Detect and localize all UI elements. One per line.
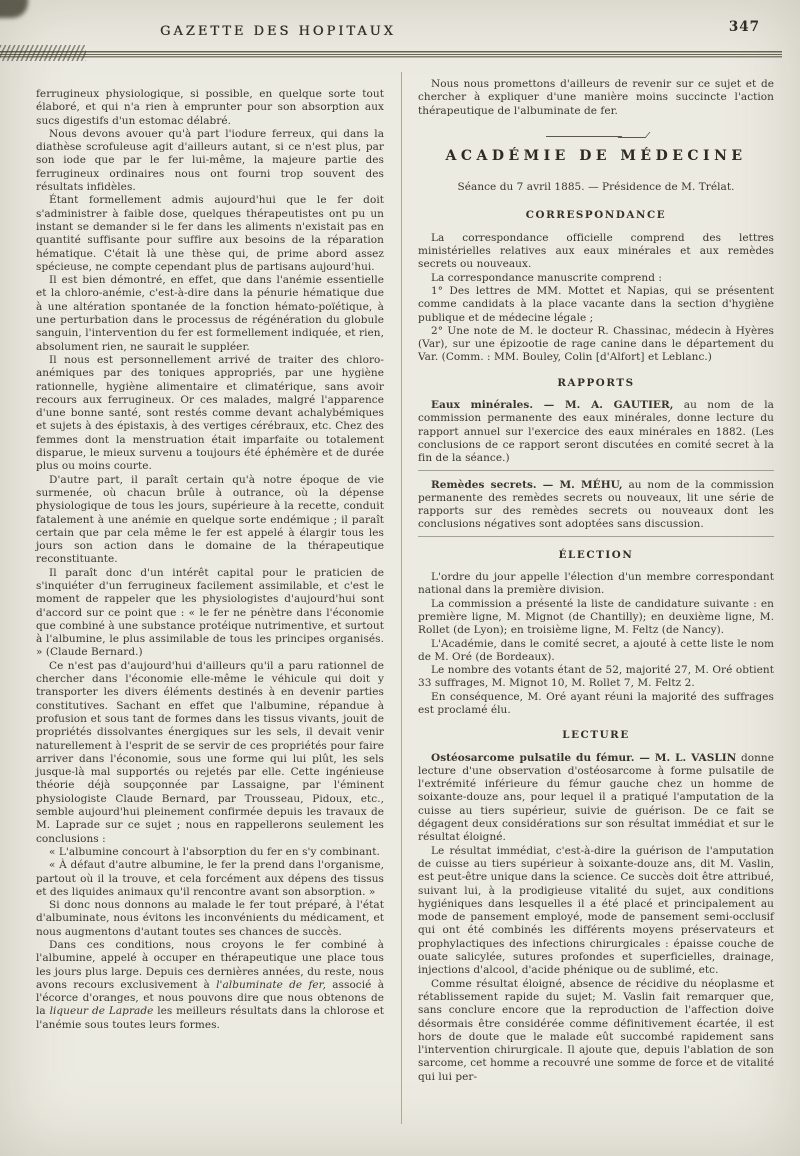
- election-paragraph: La commission a présenté la liste de candidature suivante : en première ligne, M. Mignot (de Chantilly); en deuxième ligne, M. Rollet (de Lyon); en troisième ligne, M. Feltz (de Nancy).: [418, 597, 774, 637]
- rapport-text: au nom de la commission permanente des remèdes secrets ou nouveaux, lit une série de rapports sur des remèdes secrets ou nouveaux dont les conclusions négatives sont adoptées sans discussion.: [418, 478, 775, 531]
- intro-paragraph: Nous nous promettons d'ailleurs de revenir sur ce sujet et de chercher à expliquer d'une manière moins succincte l'action thérapeutique de l'albuminate de fer.: [418, 78, 774, 117]
- scan-artifact-corner: [0, 0, 28, 18]
- right-column: [418, 78, 774, 1084]
- left-paragraph: Étant formellement admis aujourd'hui que le fer doit s'administrer à faible dose, quelques thérapeutistes ont pu un instant se demander si le fer dans les aliments n'existait pas en quantité suffisante pour suffire aux besoins de la réparation hématique. C'était là une thèse qui, de prime abord assez spécieuse, ne compte cependant plus de partisans aujourd'hui.: [36, 194, 384, 273]
- masthead-title: GAZETTE DES HOPITAUX: [160, 24, 396, 39]
- correspondance-paragraph: La correspondance manuscrite comprend :: [431, 271, 662, 284]
- correspondance-item-1: 1° Des lettres de MM. Mottet et Napias, qui se présentent comme candidats à la place vacante dans la section d'hygiène publique et de médecine légale ;: [418, 284, 774, 324]
- rapport-lead: Remèdes secrets. — M. MÉHU,: [431, 478, 623, 491]
- column-divider: [401, 72, 402, 1124]
- section-rule: [418, 470, 774, 471]
- correspondance-paragraph: La correspondance officielle comprend des lettres ministérielles relatives aux eaux minérales et aux remèdes secrets ou nouveaux.: [418, 231, 774, 271]
- lecture-lead: Ostéosarcome pulsatile du fémur. — M. L. VASLIN: [431, 751, 737, 764]
- closing-post: les meilleurs résultats dans la chlorose et l'anémie sous toutes leurs formes.: [36, 1005, 385, 1031]
- rapports-heading: RAPPORTS: [557, 376, 635, 389]
- liqueur-de-laprade-italic: liqueur de Laprade: [49, 1005, 154, 1018]
- quote-line-1: « L'albumine concourt à l'absorption du fer en s'y combinant.: [49, 845, 380, 858]
- left-paragraph: Il nous est personnellement arrivé de traiter des chloro-anémiques par des toniques appropriés, par une hygiène rationnelle, hygiène alimentaire et climatérique, sans avoir recours aux ferrugineux. Or ces malades, malgré l'apparence d'une bonne santé, sont restés comme devant achalybémiques et sujets à des épistaxis, à des vertiges cérébraux, etc. Chez des femmes dont la menstruation était imparfaite ou totalement disparue, le mieux survenu a toujours été éphémère et de durée plus ou moins courte.: [36, 353, 384, 473]
- lecture-heading: LECTURE: [562, 729, 630, 742]
- rapport-lead: Eaux minérales. — M. A. GAUTIER,: [431, 399, 674, 412]
- closing-mid: associé à l'écorce d'oranges, et nous pouvons dire que nous obtenons de la: [36, 978, 385, 1018]
- rapport-text: au nom de la commission permanente des eaux minérales, donne lecture du rapport annuel sur l'exercice des eaux minérales en 1882. (Les conclusions de ce rapport seront discutées en comité secret à la fin de la séance.): [418, 399, 774, 465]
- election-paragraph: En conséquence, M. Oré ayant réuni la majorité des suffrages est proclamé élu.: [418, 690, 774, 716]
- session-line: Séance du 7 avril 1885. — Présidence de M. Trélat.: [457, 181, 735, 194]
- left-column: [36, 88, 384, 1032]
- closing-pre: Dans ces conditions, nous croyons le fer combiné à l'albumine, appelé à occuper en thérapeutique une place tous les jours plus large. Depuis ces dernières années, du reste, nous avons recours exclusivement à: [36, 939, 384, 991]
- correspondance-heading: CORRESPONDANCE: [525, 209, 667, 222]
- rapport-remedes-secrets: [418, 479, 774, 532]
- page-number: 347: [728, 19, 760, 35]
- lecture-text: donne lecture d'une observation d'ostéosarcome à forme pulsatile de l'extrémité inférieure du fémur gauche chez un homme de soixante-douze ans, pour lequel il a pratiqué l'amputation de la cuisse au tiers supérieur, suivie de guérison. De ce fait se dégagent deux considérations sur son résultat immédiat et sur le résultat éloigné.: [418, 751, 774, 844]
- lecture-osteosarcome: [418, 752, 774, 845]
- rapport-eaux-minerales: [418, 399, 774, 465]
- section-rule: [418, 536, 774, 537]
- election-heading: ÉLECTION: [558, 548, 634, 561]
- lecture-paragraph: Le résultat immédiat, c'est-à-dire la guérison de l'amputation de cuisse au tiers supérieur à soixante-douze ans, dit M. Vaslin, est peut-être unique dans la science. Ce succès doit être attribué, suivant lui, à la prodigieuse vitalité du sujet, aux conditions hygiéniques dans lesquelles il a été placé et principalement au mode de pansement employé, mode de pansement semi-occlusif qui ont été combinés les différents moyens préservateurs et prophylactiques des infections chirurgicales : épaisse couche de ouate salicylée, sutures profondes et superficielles, drainage, injections d'alcool, d'acide phénique ou de sublimé, etc.: [418, 844, 774, 977]
- lecture-paragraph: Comme résultat éloigné, absence de récidive du néoplasme et rétablissement rapide du sujet; M. Vaslin fait remarquer que, sans conclure encore que la reproduction de l'affection doive désormais être considérée comme définitivement écartée, il est hors de doute que le malade eût succombé rapidement sans l'intervention chirurgicale. Il ajoute que, depuis l'ablation de son sarcome, cet homme a recouvré une somme de force et de vitalité qui lui per-: [418, 977, 774, 1083]
- header-rule-hatch: [0, 45, 86, 61]
- left-paragraph-continuation: ferrugineux physiologique, si possible, en quelque sorte tout élaboré, et qui n'a rien à emprunter pour son absorption aux sucs digestifs d'un estomac délabré.: [36, 88, 384, 127]
- left-paragraph: Nous devons avouer qu'à part l'iodure ferreux, qui dans la diathèse scrofuleuse agit d'ailleurs autant, si ce n'est plus, par son iode que par le fer lui-même, la majeure partie des ferrugineux ordinaires nous ont fourni trop souvent des résultats infidèles.: [36, 127, 384, 194]
- election-paragraph: L'ordre du jour appelle l'élection d'un membre correspondant national dans la première division.: [418, 571, 774, 597]
- election-paragraph: Le nombre des votants étant de 52, majorité 27, M. Oré obtient 33 suffrages, M. Mignot 10, M. Rollet 7, M. Feltz 2.: [418, 664, 774, 690]
- election-paragraph: L'Académie, dans le comité secret, a ajouté à cette liste le nom de M. Oré (de Bordeaux).: [418, 637, 774, 663]
- left-paragraph: Il paraît donc d'un intérêt capital pour le praticien de s'inquiéter d'un ferrugineux facilement assimilable, et c'est le moment de rappeler que les physiologistes d'aujourd'hui sont d'accord sur ce point que : « le fer ne pénètre dans l'économie que combiné à une substance protéique nutrimentive, et surtout à l'albumine, le plus assimilable de tous les principes organisés. » (Claude Bernard.): [36, 566, 384, 659]
- header-rule: [0, 51, 782, 58]
- quote-line-2: « À défaut d'autre albumine, le fer la prend dans l'organisme, partout où il la trouve, et cela forcément aux dépens des tissus et des liquides animaux qu'il rencontre avant son absorption. »: [36, 859, 384, 898]
- section-ornament: [540, 131, 652, 141]
- albuminate-de-fer-italic: l'albuminate de fer,: [216, 978, 326, 991]
- left-closing-paragraph: [36, 939, 384, 1032]
- left-paragraph: Ce n'est pas d'aujourd'hui d'ailleurs qu'il a paru rationnel de chercher dans l'économie elle-même le véhicule qui doit y transporter les divers éléments destinés à en devenir parties constitutives. Sachant en effet que l'albumine, répandue à profusion et sous tant de formes dans les tissus vivants, jouit de propriétés dissolvantes énergiques sur les sels, il devait venir naturellement à l'esprit de se servir de ces propriétés pour faire arriver dans l'économie, sous une forme qui lui plût, les sels jusque-là mal supportés ou rejetés par elle. Cette ingénieuse théorie déjà soupçonnée par Lassaigne, par l'éminent physiologiste Claude Bernard, par Trousseau, Pidoux, etc., semble aujourd'hui pleinement confirmée depuis les travaux de M. Laprade sur ce sujet ; nous en rappellerons seulement les conclusions :: [36, 659, 384, 845]
- left-paragraph: Si donc nous donnons au malade le fer tout préparé, à l'état d'albuminate, nous évitons les inconvénients du médicament, et nous augmentons d'autant toutes ses chances de succès.: [36, 899, 384, 938]
- left-paragraph: Il est bien démontré, en effet, que dans l'anémie essentielle et la chloro-anémie, c'est-à-dire dans la pénurie hématique due à une altération spontanée de la fonction hémato-poïétique, à une perturbation dans le processus de régénération du globule sanguin, l'intervention du fer est formellement indiquée, et rien, absolument rien, ne saurait le suppléer.: [36, 274, 384, 353]
- correspondance-item-2: 2° Une note de M. le docteur R. Chassinac, médecin à Hyères (Var), sur une épizootie de rage canine dans le département du Var. (Comm. : MM. Bouley, Colin [d'Alfort] et Leblanc.): [418, 324, 774, 364]
- left-paragraph: D'autre part, il paraît certain qu'à notre époque de vie surmenée, où chacun brûle à outrance, où la dépense physiologique de tous les jours, supérieure à la recette, conduit fatalement à une anémie en quelque sorte endémique ; il paraît certain que par cela même le fer est appelé à élargir tous les jours son action dans le domaine de la thérapeutique reconstituante.: [36, 473, 384, 566]
- academy-heading: ACADÉMIE DE MÉDECINE: [445, 147, 747, 164]
